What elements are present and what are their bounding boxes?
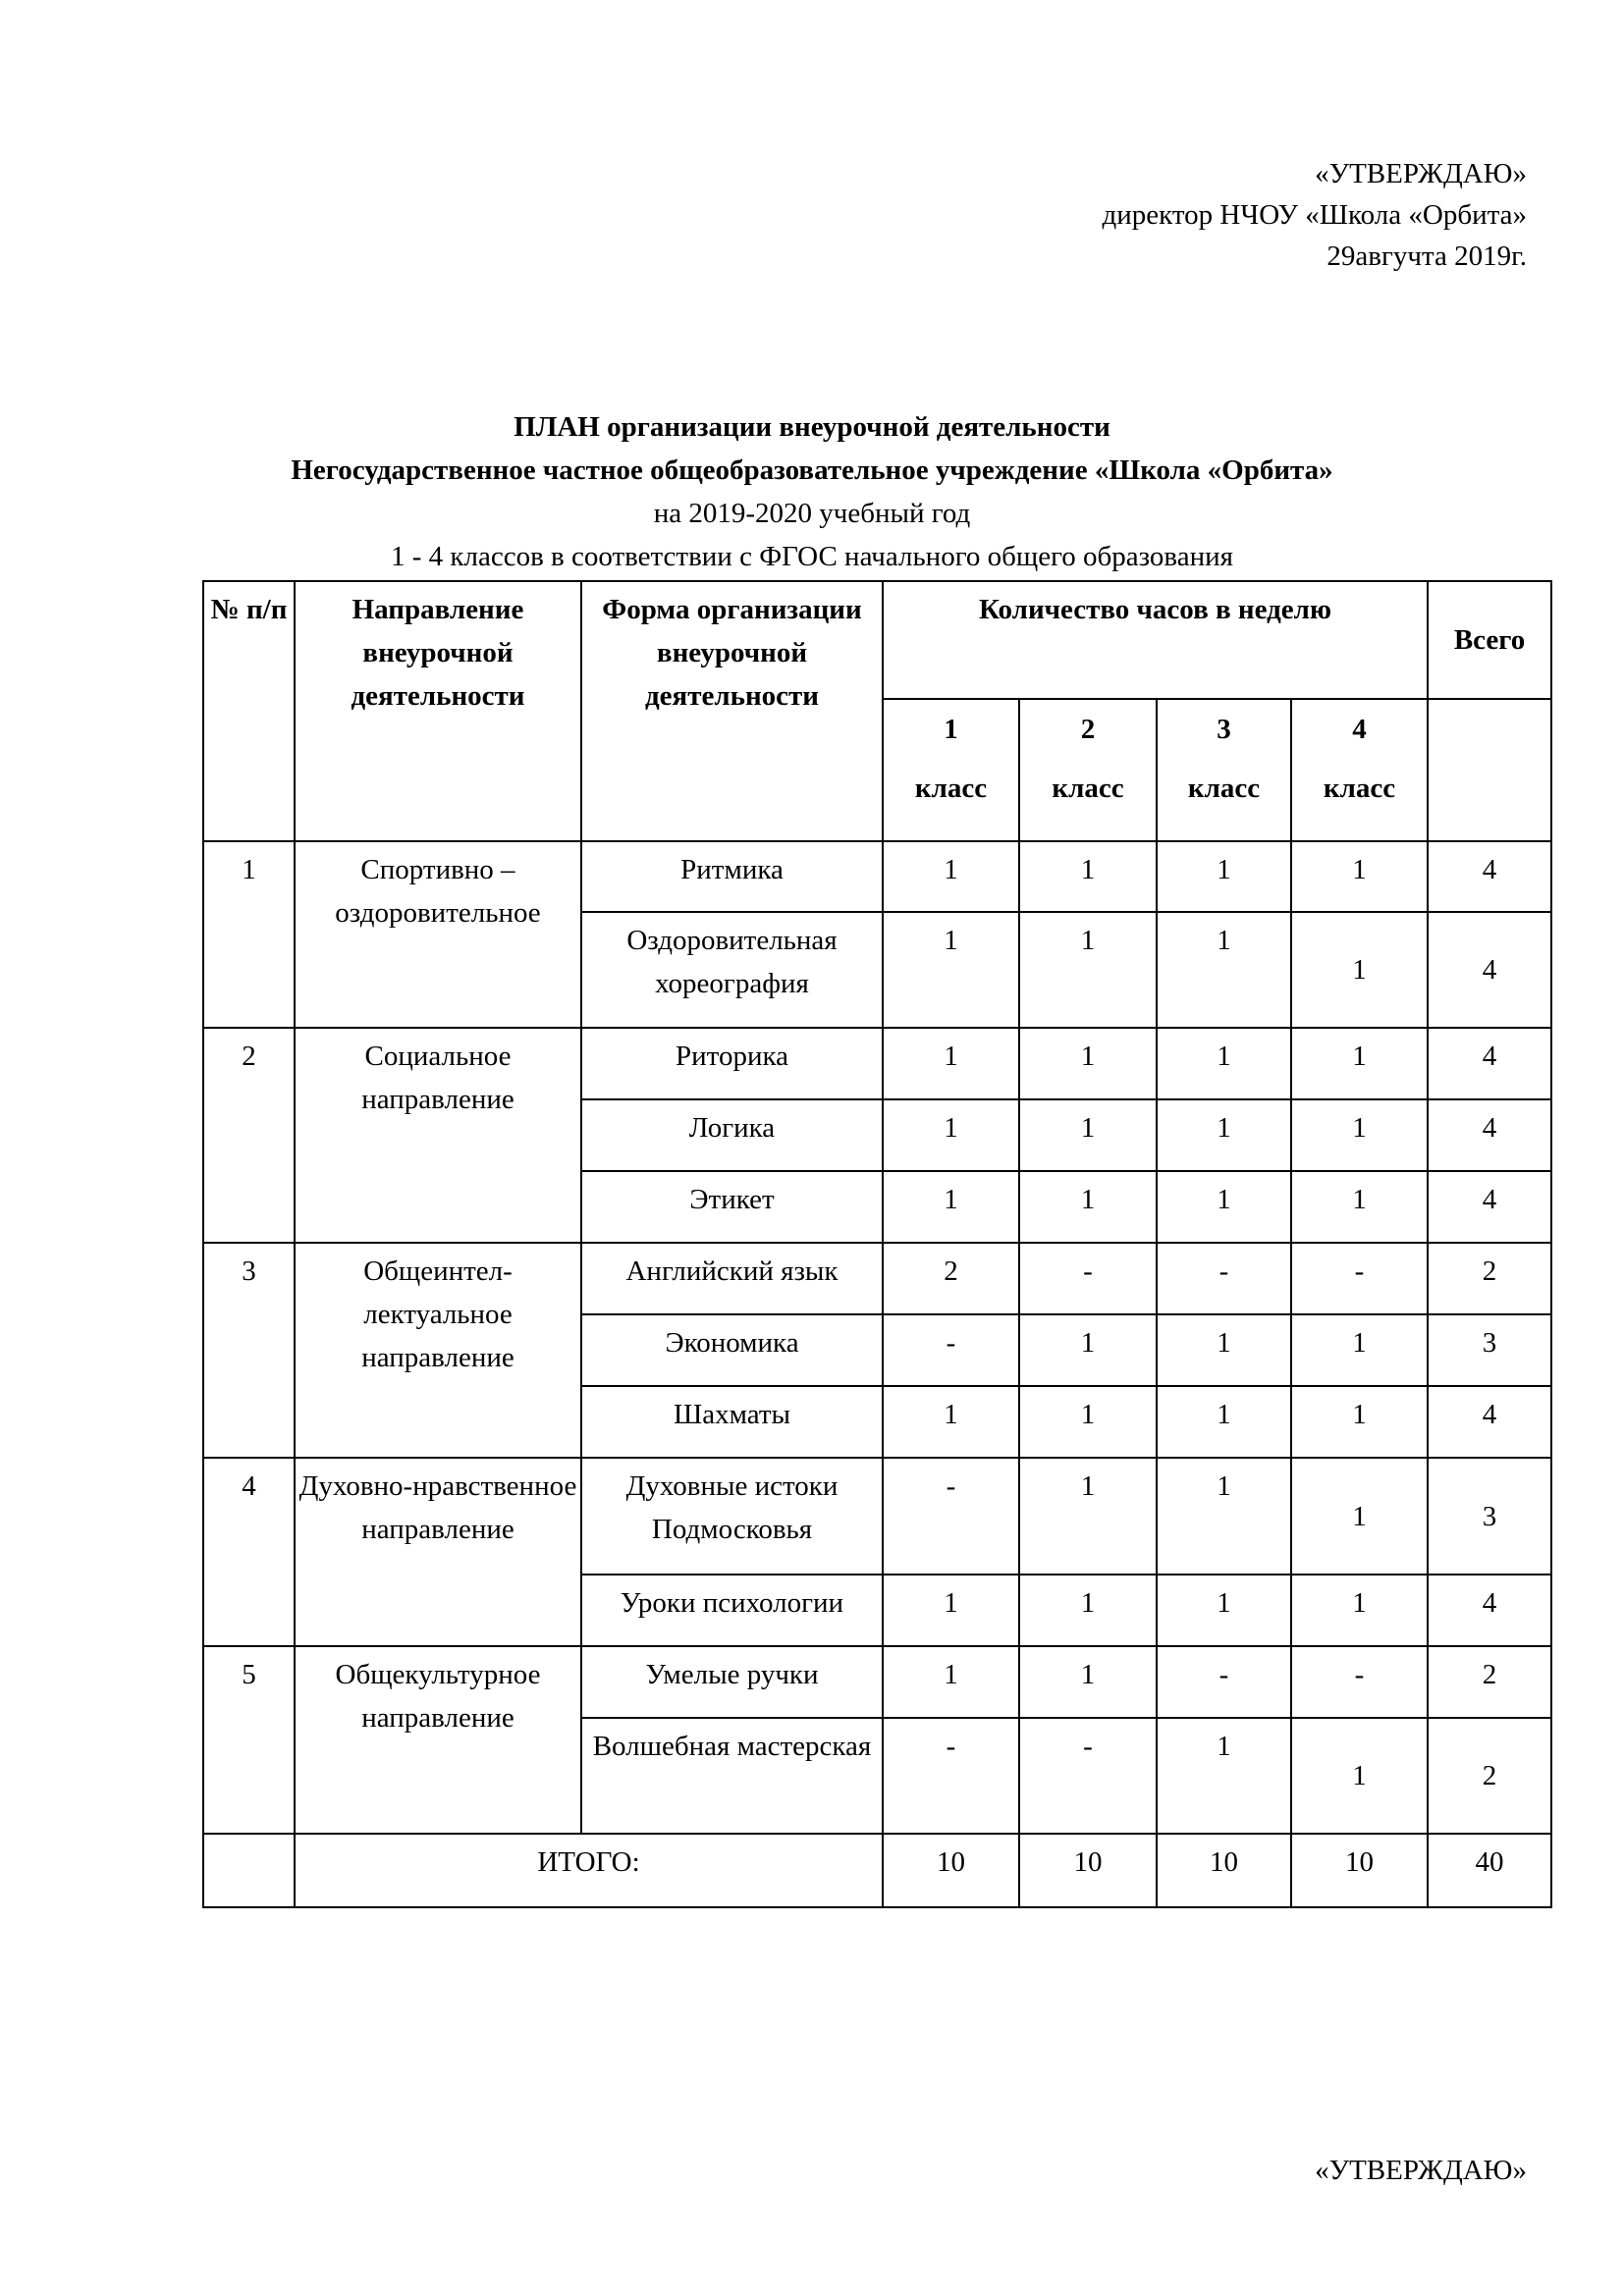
academic-year: на 2019-2020 учебный год [653, 498, 971, 529]
row-total: 4 [1428, 1386, 1551, 1458]
row-direction: Духовно-нравственное направление [295, 1458, 581, 1646]
row-form: Экономика [581, 1314, 883, 1386]
hours-grade-4: 1 [1291, 1458, 1428, 1575]
hours-grade-3: 1 [1157, 1099, 1291, 1171]
header-grade-4: 4 класс [1291, 699, 1428, 841]
row-total: 3 [1428, 1314, 1551, 1386]
hours-grade-2: 1 [1019, 1386, 1157, 1458]
hours-grade-2: 1 [1019, 1646, 1157, 1718]
hours-grade-3: - [1157, 1646, 1291, 1718]
row-total: 2 [1428, 1646, 1551, 1718]
row-direction: Общеинтел-лектуальное направление [295, 1243, 581, 1458]
hours-grade-2: 1 [1019, 1575, 1157, 1646]
row-num: 5 [203, 1646, 295, 1834]
hours-grade-2: 1 [1019, 1028, 1157, 1099]
row-total: 4 [1428, 912, 1551, 1028]
hours-grade-1: 1 [883, 1575, 1019, 1646]
row-form: Ритмика [581, 841, 883, 912]
hours-grade-4: 1 [1291, 1314, 1428, 1386]
hours-grade-1: 1 [883, 1386, 1019, 1458]
row-form: Умелые ручки [581, 1646, 883, 1718]
total-num-empty [203, 1834, 295, 1907]
approval-position: директор НЧОУ «Школа «Орбита» [1102, 199, 1527, 231]
hours-grade-2: 1 [1019, 1171, 1157, 1243]
hours-grade-2: 1 [1019, 1099, 1157, 1171]
hours-grade-2: 1 [1019, 912, 1157, 1028]
row-num: 1 [203, 841, 295, 1028]
hours-grade-4: 1 [1291, 1386, 1428, 1458]
hours-grade-3: 1 [1157, 841, 1291, 912]
header-form: Форма организации внеурочной деятельности [581, 581, 883, 841]
row-form: Английский язык [581, 1243, 883, 1314]
hours-grade-4: - [1291, 1243, 1428, 1314]
hours-grade-1: 1 [883, 841, 1019, 912]
table-row [203, 1243, 1551, 1314]
approval-date: 29авгучта 2019г. [1326, 240, 1527, 272]
header-grade-3: 3 класс [1157, 699, 1291, 841]
hours-grade-4: - [1291, 1646, 1428, 1718]
header-grade-1: 1 класс [883, 699, 1019, 841]
row-form: Шахматы [581, 1386, 883, 1458]
hours-grade-2: 1 [1019, 841, 1157, 912]
hours-grade-1: 1 [883, 1099, 1019, 1171]
row-direction: Общекультурное направление [295, 1646, 581, 1834]
approval-block-bottom [839, 2157, 1527, 2185]
row-direction: Спортивно – оздоровительное [295, 841, 581, 1028]
hours-grade-1: - [883, 1314, 1019, 1386]
row-num: 4 [203, 1458, 295, 1646]
document-subtitle: 1 - 4 классов в соответствии с ФГОС начального общего образования [391, 541, 1233, 572]
row-form: Логика [581, 1099, 883, 1171]
total-row [203, 1834, 1551, 1907]
hours-grade-2: - [1019, 1243, 1157, 1314]
hours-grade-3: 1 [1157, 1028, 1291, 1099]
row-form: Уроки психологии [581, 1575, 883, 1646]
hours-grade-4: 1 [1291, 841, 1428, 912]
header-total-empty [1428, 699, 1551, 841]
hours-grade-4: 1 [1291, 912, 1428, 1028]
hours-grade-3: 1 [1157, 1458, 1291, 1575]
total-grade-1: 10 [883, 1834, 1019, 1907]
hours-grade-1: 1 [883, 1028, 1019, 1099]
row-total: 4 [1428, 1575, 1551, 1646]
hours-grade-3: 1 [1157, 1171, 1291, 1243]
total-grade-4: 10 [1291, 1834, 1428, 1907]
approval-title: «УТВЕРЖДАЮ» [1315, 158, 1527, 189]
activity-plan-table [202, 580, 1552, 1908]
total-label: ИТОГО: [295, 1834, 883, 1907]
total-grade-2: 10 [1019, 1834, 1157, 1907]
hours-grade-4: 1 [1291, 1171, 1428, 1243]
row-form: Духовные истоки Подмосковья [581, 1458, 883, 1575]
row-direction: Социальное направление [295, 1028, 581, 1243]
row-total: 2 [1428, 1243, 1551, 1314]
hours-grade-3: 1 [1157, 912, 1291, 1028]
hours-grade-1: - [883, 1458, 1019, 1575]
hours-grade-3: 1 [1157, 1386, 1291, 1458]
hours-grade-3: - [1157, 1243, 1291, 1314]
row-form: Волшебная мастерская [581, 1718, 883, 1834]
hours-grade-4: 1 [1291, 1028, 1428, 1099]
row-form: Оздоровительная хореография [581, 912, 883, 1028]
row-total: 4 [1428, 1099, 1551, 1171]
header-total: Всего [1428, 581, 1551, 699]
hours-grade-1: 2 [883, 1243, 1019, 1314]
header-direction: Направление внеурочной деятельности [295, 581, 581, 841]
hours-grade-3: 1 [1157, 1718, 1291, 1834]
table-row [203, 1028, 1551, 1099]
row-total: 4 [1428, 1171, 1551, 1243]
grand-total: 40 [1428, 1834, 1551, 1907]
row-form: Риторика [581, 1028, 883, 1099]
row-num: 2 [203, 1028, 295, 1243]
hours-grade-2: 1 [1019, 1458, 1157, 1575]
row-total: 3 [1428, 1458, 1551, 1575]
row-form: Этикет [581, 1171, 883, 1243]
row-total: 4 [1428, 841, 1551, 912]
institution-name: Негосударственное частное общеобразовательное учреждение «Школа «Орбита» [291, 454, 1333, 486]
header-hours: Количество часов в неделю [883, 581, 1428, 699]
hours-grade-1: 1 [883, 1646, 1019, 1718]
row-num: 3 [203, 1243, 295, 1458]
hours-grade-3: 1 [1157, 1575, 1291, 1646]
row-total: 2 [1428, 1718, 1551, 1834]
document-title: ПЛАН организации внеурочной деятельности [514, 411, 1110, 443]
hours-grade-1: 1 [883, 912, 1019, 1028]
approval-block [839, 160, 1527, 284]
table-row [203, 841, 1551, 912]
hours-grade-4: 1 [1291, 1575, 1428, 1646]
hours-grade-1: - [883, 1718, 1019, 1834]
hours-grade-1: 1 [883, 1171, 1019, 1243]
header-row [203, 581, 1551, 699]
row-total: 4 [1428, 1028, 1551, 1099]
hours-grade-3: 1 [1157, 1314, 1291, 1386]
header-num: № п/п [203, 581, 295, 841]
header-grade-2: 2 класс [1019, 699, 1157, 841]
hours-grade-2: 1 [1019, 1314, 1157, 1386]
hours-grade-4: 1 [1291, 1718, 1428, 1834]
approval-title-bottom: «УТВЕРЖДАЮ» [1315, 2155, 1527, 2186]
total-grade-3: 10 [1157, 1834, 1291, 1907]
table-row [203, 1646, 1551, 1718]
table-row [203, 1458, 1551, 1575]
hours-grade-4: 1 [1291, 1099, 1428, 1171]
hours-grade-2: - [1019, 1718, 1157, 1834]
